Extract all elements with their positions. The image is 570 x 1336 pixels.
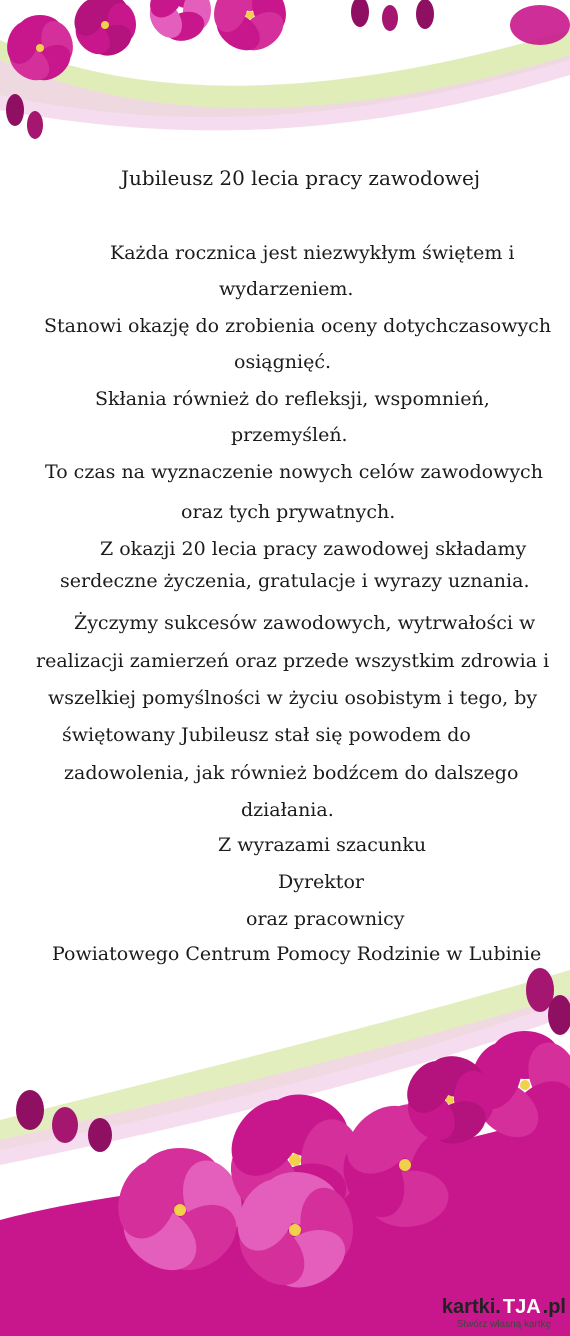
- message-line: serdeczne życzenia, gratulacje i wyrazy uznania.: [60, 570, 530, 592]
- message-line: Życzymy sukcesów zawodowych, wytrwałości w: [74, 612, 536, 634]
- logo-brand-mid: TJA: [502, 1296, 541, 1318]
- message-line: Z okazji 20 lecia pracy zawodowej składamy: [100, 538, 527, 560]
- message-line: Każda rocznica jest niezwykłym świętem i: [110, 242, 515, 264]
- message-line: osiągnięć.: [234, 351, 331, 373]
- signature-line: Z wyrazami szacunku: [218, 834, 427, 856]
- signature-line: Dyrektor: [278, 871, 364, 893]
- logo-brand: [442, 1296, 566, 1319]
- bottom-flower-decoration: [0, 960, 570, 1336]
- message-line: Skłania również do refleksji, wspomnień,: [95, 388, 490, 410]
- logo-brand-suffix: .pl: [542, 1296, 566, 1318]
- message-line: realizacji zamierzeń oraz przede wszystkim zdrowia i: [36, 650, 550, 672]
- signature-line: oraz pracownicy: [246, 908, 405, 930]
- message-line: działania.: [241, 799, 334, 821]
- message-line: wydarzeniem.: [219, 278, 354, 300]
- message-line: świętowany Jubileusz stał się powodem do: [62, 724, 471, 746]
- logo-brand-prefix: kartki.: [441, 1296, 501, 1318]
- card-title: Jubileusz 20 lecia pracy zawodowej: [121, 166, 481, 190]
- message-line: oraz tych prywatnych.: [181, 501, 396, 523]
- message-line: przemyśleń.: [231, 424, 348, 446]
- message-line: wszelkiej pomyślności w życiu osobistym i tego, by: [48, 687, 538, 709]
- logo-tagline: Stwórz własną kartkę: [456, 1319, 552, 1330]
- message-line: Stanowi okazję do zrobienia oceny dotychczasowych: [44, 315, 552, 337]
- message-line: zadowolenia, jak również bodźcem do dalszego: [64, 762, 519, 784]
- kartki-logo[interactable]: [442, 1296, 566, 1330]
- signature-line: Powiatowego Centrum Pomocy Rodzinie w Lubinie: [52, 943, 542, 965]
- top-flower-decoration: [0, 0, 570, 180]
- message-line: To czas na wyznaczenie nowych celów zawodowych: [45, 461, 543, 483]
